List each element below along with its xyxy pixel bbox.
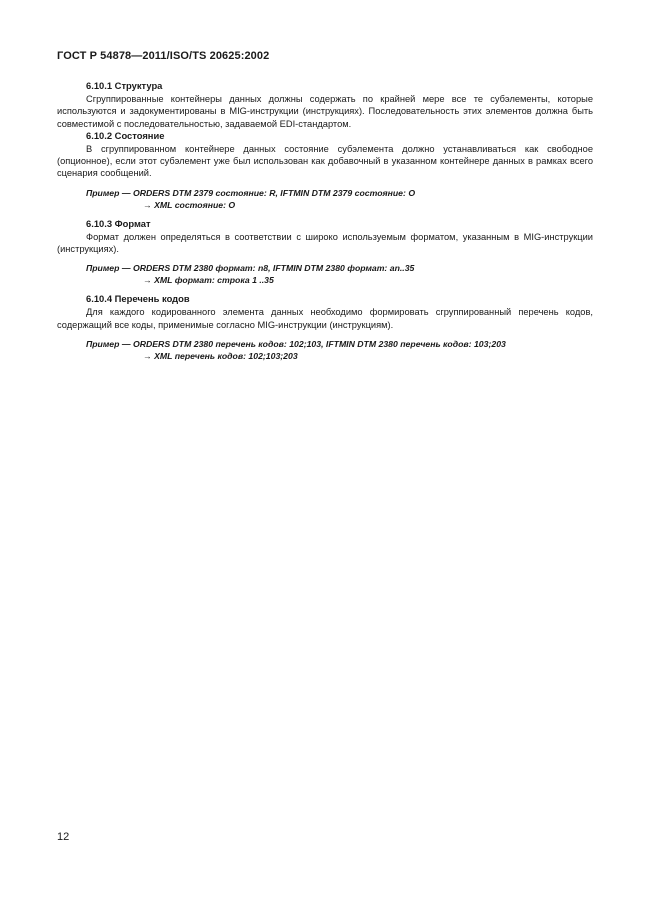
section-paragraph: Формат должен определяться в соответствии с широко используемым форматом, указанным в MIG-инструкции (инструкциях).	[57, 231, 593, 255]
example-result-text: XML формат: строка 1 ..35	[151, 275, 274, 286]
example-result-line	[143, 274, 593, 286]
section-heading: 6.10.4 Перечень кодов	[86, 293, 190, 305]
example-result-text: XML перечень кодов: 102;103;203	[151, 350, 298, 361]
section-heading: 6.10.3 Формат	[86, 217, 151, 229]
page-header: ГОСТ Р 54878—2011/ISO/TS 20625:2002	[57, 50, 270, 62]
section-paragraph: В сгруппированном контейнере данных состояние субэлемента должно устанавливаться как свободное (опционное), если этот субэлемент уже был использован как добавочный в указанном контейнере данных в рамках всего сценария сообщений.	[57, 143, 593, 179]
document-body	[57, 80, 593, 362]
example-line: Пример — ORDERS DTM 2380 формат: n8, IFTMIN DTM 2380 формат: an..35	[86, 263, 415, 274]
arrow-icon: →	[143, 199, 152, 210]
section-paragraph: Сгруппированные контейнеры данных должны содержать по крайней мере все те субэлементы, которые используются и задокументированы в MIG-инструкции (инструкциях). Последовательность этих элементов должна быть совместимой с последовательностью, задаваемой EDI-стандартом.	[57, 94, 593, 129]
arrow-icon: →	[143, 275, 152, 286]
section-6-10-2	[57, 130, 593, 218]
example-result-text: XML состояние: O	[151, 199, 236, 210]
example-line: Пример — ORDERS DTM 2380 перечень кодов: 102;103, IFTMIN DTM 2380 перечень кодов: 103;203	[86, 338, 506, 349]
arrow-icon: →	[143, 350, 152, 361]
section-heading: 6.10.1 Структура	[86, 80, 163, 91]
example-result-line	[143, 350, 593, 362]
section-6-10-4	[57, 293, 593, 362]
example-result-line	[143, 199, 593, 211]
section-6-10-3	[57, 218, 593, 294]
page-number: 12	[57, 831, 70, 843]
section-heading: 6.10.2 Состояние	[86, 129, 165, 141]
example-line: Пример — ORDERS DTM 2379 состояние: R, IFTMIN DTM 2379 состояние: O	[86, 187, 416, 198]
section-6-10-1	[57, 80, 593, 130]
section-paragraph: Для каждого кодированного элемента данных необходимо формировать сгруппированный перечень кодов, содержащий все коды, применимые согласно MIG-инструкции (инструкциям).	[57, 307, 593, 330]
